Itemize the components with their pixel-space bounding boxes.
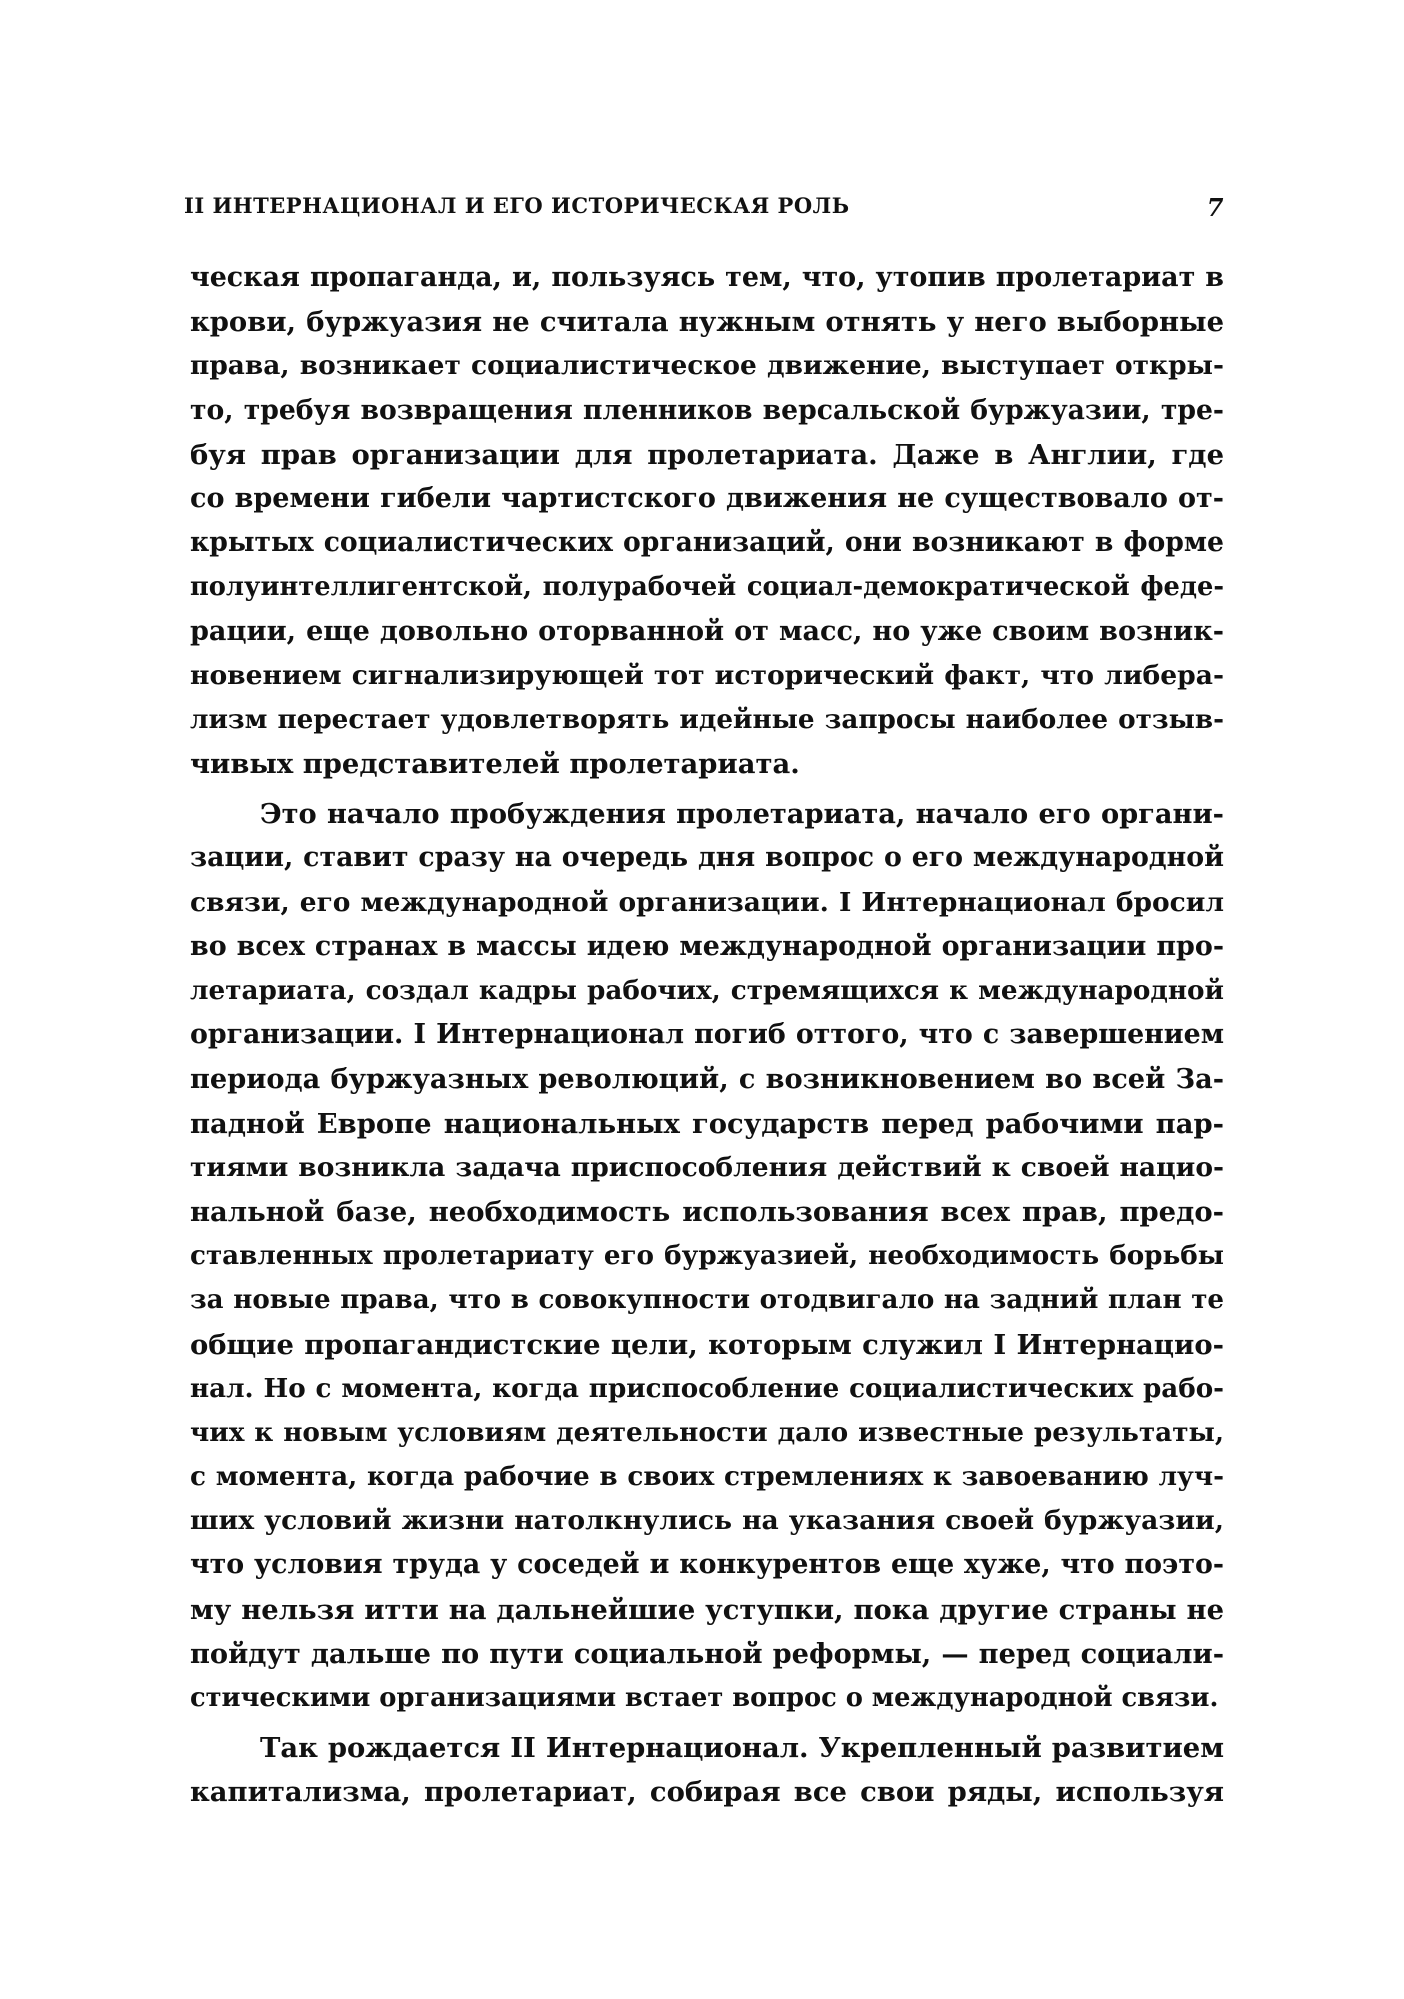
text-line: с момента, когда рабочие в своих стремлениях к завоеванию луч- <box>190 1461 1224 1493</box>
text-line: тиями возникла задача приспособления действий к своей нацио- <box>190 1151 1224 1183</box>
text-line: организации. I Интернационал погиб оттого, что с завершением <box>190 1019 1224 1051</box>
running-head <box>184 193 1224 223</box>
text-line: капитализма, пролетариат, собирая все свои ряды, используя <box>190 1776 1224 1809</box>
text-line: периода буржуазных революций, с возникновением во всей За- <box>190 1063 1224 1096</box>
text-line: нальной базе, необходимость использования всех прав, предо- <box>190 1195 1224 1228</box>
text-line: летариата, создал кадры рабочих, стремящихся к международной <box>190 975 1224 1006</box>
text-line: чих к новым условиям деятельности дало известные результаты, <box>190 1416 1224 1448</box>
text-line: лизм перестает удовлетворять идейные запросы наиболее отзыв- <box>190 703 1224 735</box>
text-line: что условия труда у соседей и конкурентов еще хуже, что поэто- <box>190 1549 1224 1581</box>
text-line: стическими организациями встает вопрос о международной связи. <box>190 1683 1219 1713</box>
text-line: общие пропагандистские цели, которым служил I Интернацио- <box>190 1328 1224 1361</box>
text-line: со времени гибели чартистского движения не существовало от- <box>190 482 1224 514</box>
body-text <box>190 256 1224 1815</box>
running-title: II ИНТЕРНАЦИОНАЛ И ЕГО ИСТОРИЧЕСКАЯ РОЛЬ <box>184 193 850 218</box>
text-line: буя прав организации для пролетариата. Даже в Англии, где <box>190 438 1224 471</box>
text-line: права, возникает социалистическое движение, выступает откры- <box>190 350 1224 382</box>
text-line: ставленных пролетариату его буржуазией, необходимость борьбы <box>190 1240 1224 1272</box>
paragraph-1 <box>190 256 1224 786</box>
text-line: во всех странах в массы идею международной организации про- <box>190 930 1224 962</box>
text-line: му нельзя итти на дальнейшие уступки, пока другие страны не <box>190 1593 1224 1626</box>
text-line: чивых представителей пролетариата. <box>190 748 800 781</box>
text-line: нал. Но с момента, когда приспособление социалистических рабо- <box>190 1372 1224 1404</box>
page-number: 7 <box>1206 193 1224 222</box>
text-line: Так рождается II Интернационал. Укрепленный развитием <box>260 1732 1224 1765</box>
paragraph-3 <box>190 1726 1224 1814</box>
text-line: полуинтеллигентской, полурабочей социал-демократической феде- <box>190 572 1224 603</box>
text-line: ших условий жизни натолкнулись на указания своей буржуазии, <box>190 1505 1224 1537</box>
text-line: новением сигнализирующей тот исторический факт, что либера- <box>190 659 1224 691</box>
text-line: крови, буржуазия не считала нужным отнять у него выборные <box>190 306 1224 339</box>
text-line: рации, еще довольно оторванной от масс, но уже своим возник- <box>190 615 1224 647</box>
text-line: Это начало пробуждения пролетариата, начало его органи- <box>260 798 1224 831</box>
text-line: связи, его международной организации. I Интернационал бросил <box>190 886 1224 918</box>
text-line: зации, ставит сразу на очередь дня вопрос о его международной <box>190 842 1224 874</box>
text-line: падной Европе национальных государств перед рабочими пар- <box>190 1107 1224 1140</box>
text-line: крытых социалистических организаций, они возникают в форме <box>190 527 1224 559</box>
paragraph-2 <box>190 792 1224 1720</box>
text-line: ческая пропаганда, и, пользуясь тем, что, утопив пролетариат в <box>190 262 1224 293</box>
text-line: за новые права, что в совокупности отодвигало на задний план те <box>190 1284 1224 1316</box>
text-line: пойдут дальше по пути социальной реформы, — перед социали- <box>190 1637 1224 1670</box>
text-line: то, требуя возвращения пленников версальской буржуазии, тре- <box>190 394 1224 426</box>
